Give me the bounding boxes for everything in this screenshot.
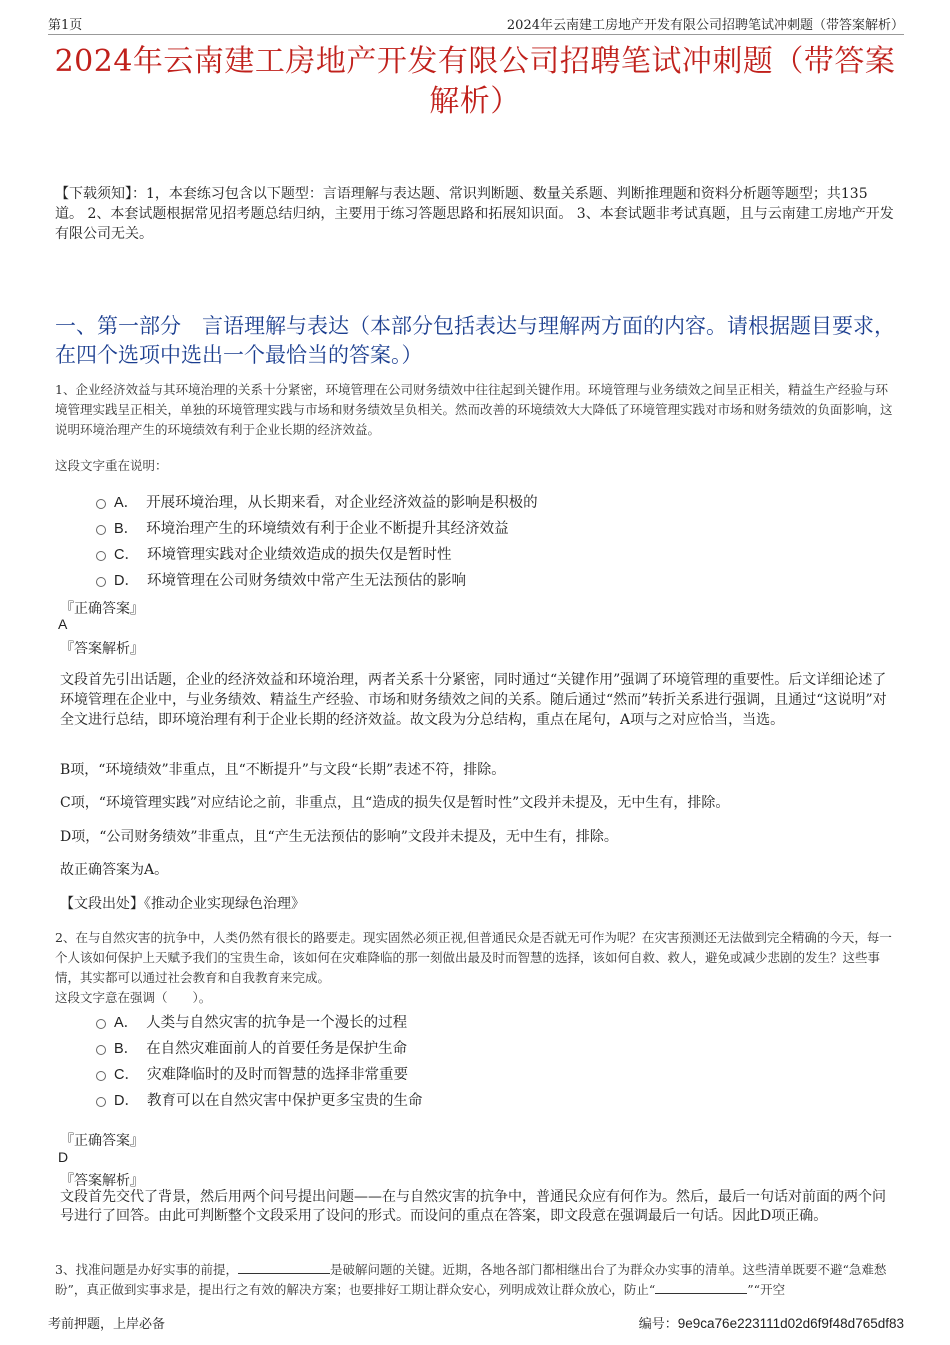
- q1-analysis-3: C项，“环境管理实践”对应结论之前，非重点，且“造成的损失仅是暂时性”文段并未提及，无中生有，排除。: [60, 795, 730, 811]
- radio-icon[interactable]: [96, 525, 106, 535]
- q1-option-a[interactable]: A． 开展环境治理，从长期来看，对企业经济效益的影响是积极的: [96, 488, 538, 514]
- radio-icon[interactable]: [96, 1097, 106, 1107]
- q1-prompt: 这段文字重在说明：: [55, 458, 168, 473]
- q1-analysis-2: B项，“环境绩效”非重点，且“不断提升”与文段“长期”表述不符，排除。: [60, 762, 506, 778]
- page-number: 第1页: [48, 18, 83, 33]
- q2-prompt: 这段文字意在强调（ ）。: [55, 990, 212, 1005]
- download-notice: 【下载须知】：1，本套练习包含以下题型：言语理解与表达题、常识判断题、数量关系题、判断推理题和资料分析题等题型；共135道。 2、本套试题根据常见招考题总结归纳，主要用于练习答题思路和拓展知识面。 3、本套试题非考试真题，且与云南建工房地产开发有限公司无关。: [55, 186, 894, 242]
- q1-source: 【文段出处】《推动企业实现绿色治理》: [60, 896, 305, 912]
- q3-stem: 3、找准问题是办好实事的前提， 是破解问题的关键。近期，各地各部门都相继出台了为群众办实事的清单。这些清单既要不避“急难愁盼”，真正做到实事求是，提出行之有效的解决方案；也要排好工期让群众安心，列明成效让群众放心，防止“ ”“开空: [55, 1262, 887, 1297]
- header-doc-title: 2024年云南建工房地产开发有限公司招聘笔试冲刺题（带答案解析）: [506, 18, 904, 33]
- radio-icon[interactable]: [96, 1019, 106, 1029]
- fill-blank[interactable]: [655, 1281, 747, 1294]
- footer-slogan: 考前押题，上岸必备: [48, 1317, 166, 1332]
- q2-analysis-label: 『答案解析』: [60, 1173, 144, 1189]
- q1-analysis-5: 故正确答案为A。: [60, 862, 169, 878]
- radio-icon[interactable]: [96, 1071, 106, 1081]
- q1-analysis-1: 文段首先引出话题，企业的经济效益和环境治理，两者关系十分紧密，同时通过“关键作用”强调了环境管理的重要性。后文详细论述了环境管理在企业中，与业务绩效、精益生产经验、市场和财务绩效之间的关系。随后通过“然而”转折关系进行强调，且通过“这说明”对全文进行总结，即环境治理有利于企业长期的经济效益。故文段为分总结构，重点在尾句，A项与之对应恰当，当选。: [60, 672, 887, 728]
- radio-icon[interactable]: [96, 499, 106, 509]
- q2-stem: 2、在与自然灾害的抗争中，人类仍然有很长的路要走。现实固然必须正视,但普通民众是否就无可作为呢？在灾害预测还无法做到完全精确的今天，每一个人该如何保护上天赋予我们的宝贵生命，该如何在灾难降临的那一刻做出最及时而智慧的选择，该如何自救、救人，避免或减少悲剧的发生？这些事情，其实都可以通过社会教育和自我教育来完成。: [55, 930, 892, 985]
- radio-icon[interactable]: [96, 551, 106, 561]
- q2-answer-label: 『正确答案』: [60, 1133, 144, 1149]
- footer-code: 编号：9e9ca76e223111d02d6f9f48d765df83: [638, 1316, 904, 1332]
- q2-answer: D: [58, 1149, 69, 1165]
- page-title: 2024年云南建工房地产开发有限公司招聘笔试冲刺题（带答案解析）: [54, 44, 896, 119]
- q1-analysis-4: D项，“公司财务绩效”非重点，且“产生无法预估的影响”文段并未提及，无中生有，排除。: [60, 829, 618, 845]
- q1-option-c[interactable]: C． 环境管理实践对企业绩效造成的损失仅是暂时性: [96, 540, 538, 566]
- q2-option-d[interactable]: D． 教育可以在自然灾害中保护更多宝贵的生命: [96, 1086, 422, 1112]
- q2-option-a[interactable]: A． 人类与自然灾害的抗争是一个漫长的过程: [96, 1008, 422, 1034]
- q2-option-c[interactable]: C． 灾难降临时的及时而智慧的选择非常重要: [96, 1060, 422, 1086]
- section-heading: 一、第一部分 言语理解与表达（本部分包括表达与理解两方面的内容。请根据题目要求，在四个选项中选出一个最恰当的答案。）: [55, 314, 895, 367]
- q1-options: [96, 488, 538, 592]
- q1-answer: A: [58, 616, 68, 632]
- page-header: [48, 14, 904, 35]
- q1-answer-label: 『正确答案』: [60, 601, 144, 617]
- q2-options: [96, 1008, 422, 1112]
- q2-option-b[interactable]: B． 在自然灾难面前人的首要任务是保护生命: [96, 1034, 422, 1060]
- q1-analysis-label: 『答案解析』: [60, 641, 144, 657]
- q1-stem: 1、企业经济效益与其环境治理的关系十分紧密，环境管理在公司财务绩效中往往起到关键作用。环境管理与业务绩效之间呈正相关，精益生产经验与环境管理实践呈正相关，单独的环境管理实践与市场和财务绩效呈负相关。然而改善的环境绩效大大降低了环境管理实践对市场和财务绩效的负面影响，这说明环境治理产生的环境绩效有利于企业长期的经济效益。: [55, 382, 893, 437]
- fill-blank[interactable]: [238, 1261, 330, 1274]
- radio-icon[interactable]: [96, 577, 106, 587]
- radio-icon[interactable]: [96, 1045, 106, 1055]
- q1-option-b[interactable]: B． 环境治理产生的环境绩效有利于企业不断提升其经济效益: [96, 514, 538, 540]
- q1-option-d[interactable]: D． 环境管理在公司财务绩效中常产生无法预估的影响: [96, 566, 538, 592]
- q2-analysis: 文段首先交代了背景，然后用两个问号提出问题——在与自然灾害的抗争中，普通民众应有何作为。然后，最后一句话对前面的两个问号进行了回答。由此可判断整个文段采用了设问的形式。而设问的重点在答案，即文段意在强调最后一句话。因此D项正确。: [60, 1189, 886, 1224]
